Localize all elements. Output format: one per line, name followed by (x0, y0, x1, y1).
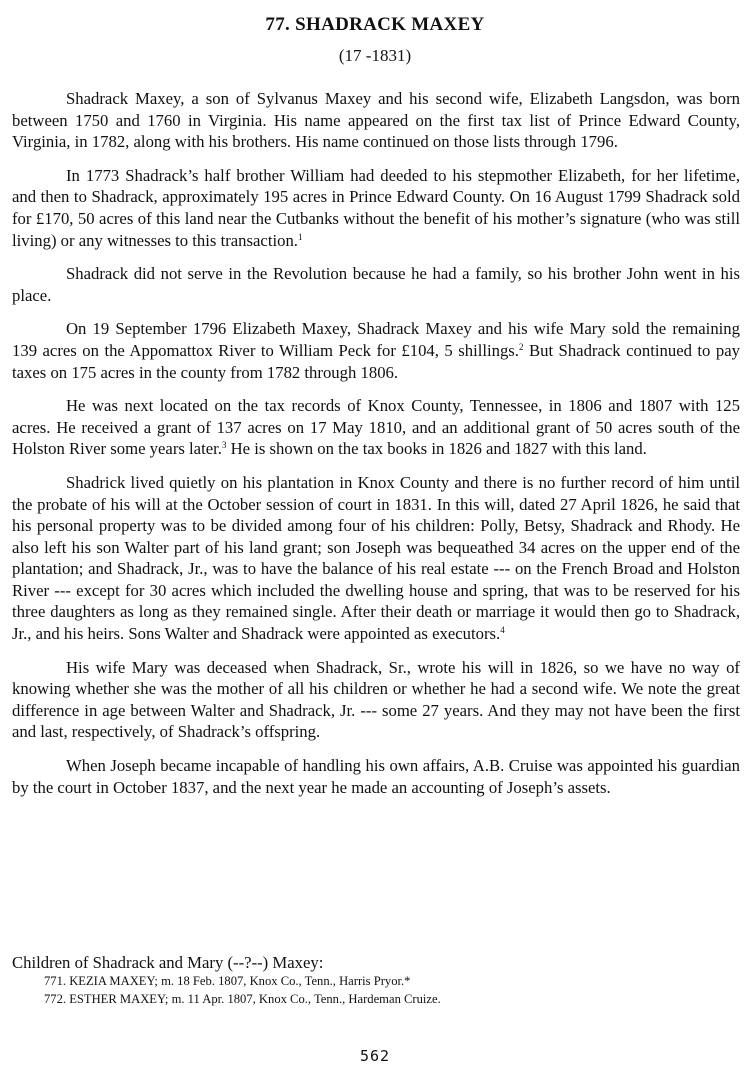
paragraph (12, 263, 740, 306)
paragraph-text: When Joseph became incapable of handling his own affairs, A.B. Cruise was appointed his guardian by the court in October 1837, and the next year he made an accounting of Joseph’s assets. (12, 756, 740, 797)
paragraph (12, 318, 740, 383)
paragraph (12, 755, 740, 798)
page-number: 562 (359, 1047, 391, 1065)
paragraph (12, 472, 740, 645)
paragraph-text: In 1773 Shadrack’s half brother William had deeded to his stepmother Elizabeth, for her lifetime, and then to Shadrack, approximately 195 acres in Prince Edward County. On 16 August 1799 Shadrack sold for £170, 50 acres of this land near the Cutbanks without the benefit of his mother’s signature (who was still living) or any witnesses to this transaction. (12, 165, 740, 250)
paragraph-text: Shadrack Maxey, a son of Sylvanus Maxey and his second wife, Elizabeth Langsdon, was born between 1750 and 1760 in Virginia. His name appeared on the first tax list of Prince Edward County, Virginia, in 1782, along with his brothers. His name continued on those lists through 1796. (12, 89, 740, 152)
paragraph (12, 657, 740, 743)
footnote-marker: 3 (221, 440, 227, 451)
child-entry: 771. KEZIA MAXEY; m. 18 Feb. 1807, Knox Co., Tenn., Harris Pryor.* (44, 974, 411, 988)
paragraph (12, 88, 740, 153)
paragraph-text: He was next located on the tax records of Knox County, Tennessee, in 1806 and 1807 with 125 acres. He received a grant of 137 acres on 17 May 1810, and an additional grant of 50 acres south of the Holston River some years later. (12, 396, 740, 459)
footnote-marker: 2 (518, 341, 524, 352)
footnote-marker: 1 (297, 231, 303, 242)
footnote-marker: 4 (500, 625, 505, 636)
paragraph (12, 165, 740, 251)
life-dates: (17 -1831) (338, 46, 412, 65)
paragraph-text: He is shown on the tax books in 1826 and 1827 with this land. (226, 439, 647, 459)
paragraph-text: Shadrack did not serve in the Revolution because he had a family, so his brother John went in his place. (12, 264, 740, 305)
child-entry: 772. ESTHER MAXEY; m. 11 Apr. 1807, Knox Co., Tenn., Hardeman Cruize. (44, 991, 441, 1006)
paragraph-text: On 19 September 1796 Elizabeth Maxey, Shadrack Maxey and his wife Mary sold the remaining 139 acres on the Appomattox River to William Peck for £104, 5 shillings. (12, 319, 740, 360)
children-heading: Children of Shadrack and Mary (--?--) Maxey: (12, 953, 324, 972)
paragraph-text: But Shadrack continued to pay taxes on 175 acres in the county from 1782 through 1806. (12, 340, 740, 382)
paragraph (12, 395, 740, 460)
page-title: 77. SHADRACK MAXEY (265, 14, 485, 35)
paragraph-text: His wife Mary was deceased when Shadrack, Sr., wrote his will in 1826, so we have no way of knowing whether she was the mother of all his children or whether he had a second wife. We note the great difference in age between Walter and Shadrack, Jr. --- some 27 years. And they may not have been the first and last, respectively, of Shadrack’s offspring. (12, 657, 740, 742)
body-text (12, 88, 740, 810)
paragraph-text: Shadrick lived quietly on his plantation in Knox County and there is no further record of him until the probate of his will at the October session of court in 1831. In this will, dated 27 April 1826, he said that his personal property was to be divided among four of his children: Polly, Betsy, Shadrack and Rhody. He also left his son Walter part of his land grant; son Joseph was bequeathed 34 acres on the upper end of the plantation; and Shadrack, Jr., was to have the balance of his real estate --- on the French Broad and Holston River --- except for 30 acres which included the dwelling house and spring, that was to be reserved for his three daughters as long as they remained single. After their death or marriage it would then go to Shadrack, Jr., and his heirs. Sons Walter and Shadrack were appointed as executors. (12, 472, 740, 644)
children-list (12, 952, 740, 1008)
